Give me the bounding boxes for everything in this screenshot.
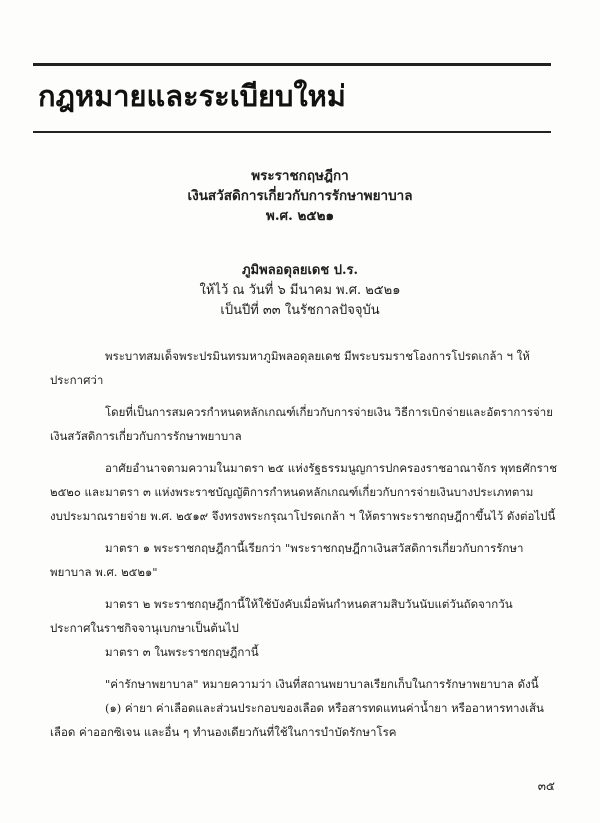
body-line: ประกาศว่า xyxy=(50,373,104,387)
body-line: งบประมาณรายจ่าย พ.ศ. ๒๕๑๙ จึงทรงพระกรุณาโปรดเกล้า ฯ ให้ตราพระราชกฤษฎีกาขึ้นไว้ ดังต่อไปนี้ xyxy=(50,509,556,523)
body-line: อาศัยอำนาจตามความในมาตรา ๒๕ แห่งรัฐธรรมนูญการปกครองราชอาณาจักร พุทธศักราช xyxy=(105,461,558,475)
decree-title-block xyxy=(0,166,600,226)
header-top-rule xyxy=(33,63,551,66)
page-header-title: กฎหมายและระเบียบใหม่ xyxy=(38,79,346,113)
given-date: ให้ไว้ ณ วันที่ ๖ มีนาคม พ.ศ. ๒๕๒๑ xyxy=(199,283,401,298)
decree-year: พ.ศ. ๒๕๒๑ xyxy=(265,208,335,224)
decree-title: พระราชกฤษฎีกา xyxy=(251,168,349,184)
body-line: มาตรา ๑ พระราชกฤษฎีกานี้เรียกว่า "พระราชกฤษฎีกาเงินสวัสดิการเกี่ยวกับการรักษา xyxy=(105,541,524,555)
royal-name: ภูมิพลอดุลยเดช ป.ร. xyxy=(241,263,359,278)
body-line: พระบาทสมเด็จพระปรมินทรมหาภูมิพลอดุลยเดช มีพระบรมราชโองการโปรดเกล้า ฯ ให้ xyxy=(105,349,530,363)
body-line: โดยที่เป็นการสมควรกำหนดหลักเกณฑ์เกี่ยวกับการจ่ายเงิน วิธีการเบิกจ่ายและอัตราการจ่าย xyxy=(105,405,553,419)
royal-signature-block xyxy=(0,261,600,321)
body-line: (๑) ค่ายา ค่าเลือดและส่วนประกอบของเลือด หรือสารทดแทนค่าน้ำยา หรืออาหารทางเส้น xyxy=(105,701,544,715)
body-line: มาตรา ๒ พระราชกฤษฎีกานี้ให้ใช้บังคับเมื่อพ้นกำหนดสามสิบวันนับแต่วันถัดจากวัน xyxy=(105,597,513,611)
reign-year: เป็นปีที่ ๓๓ ในรัชกาลปัจจุบัน xyxy=(220,303,380,318)
body-line: พยาบาล พ.ศ. ๒๕๒๑" xyxy=(50,565,158,579)
body-line: เงินสวัสดิการเกี่ยวกับการรักษาพยาบาล xyxy=(50,429,242,443)
body-line: มาตรา ๓ ในพระราชกฤษฎีกานี้ xyxy=(105,645,259,659)
body-line: ประกาศในราชกิจจานุเบกษาเป็นต้นไป xyxy=(50,621,239,635)
header-bottom-rule xyxy=(33,131,551,133)
body-line: เลือด ค่าออกซิเจน และอื่น ๆ ทำนองเดียวกันที่ใช้ในการบำบัดรักษาโรค xyxy=(50,725,397,739)
page-number: ๓๕ xyxy=(537,779,555,793)
body-line: ๒๕๒๐ และมาตรา ๓ แห่งพระราชบัญญัติการกำหนดหลักเกณฑ์เกี่ยวกับการจ่ายเงินบางประเภทตาม xyxy=(50,485,534,499)
decree-subtitle: เงินสวัสดิการเกี่ยวกับการรักษาพยาบาล xyxy=(187,188,413,204)
body-line: "ค่ารักษาพยาบาล" หมายความว่า เงินที่สถานพยาบาลเรียกเก็บในการรักษาพยาบาล ดังนี้ xyxy=(105,677,539,691)
